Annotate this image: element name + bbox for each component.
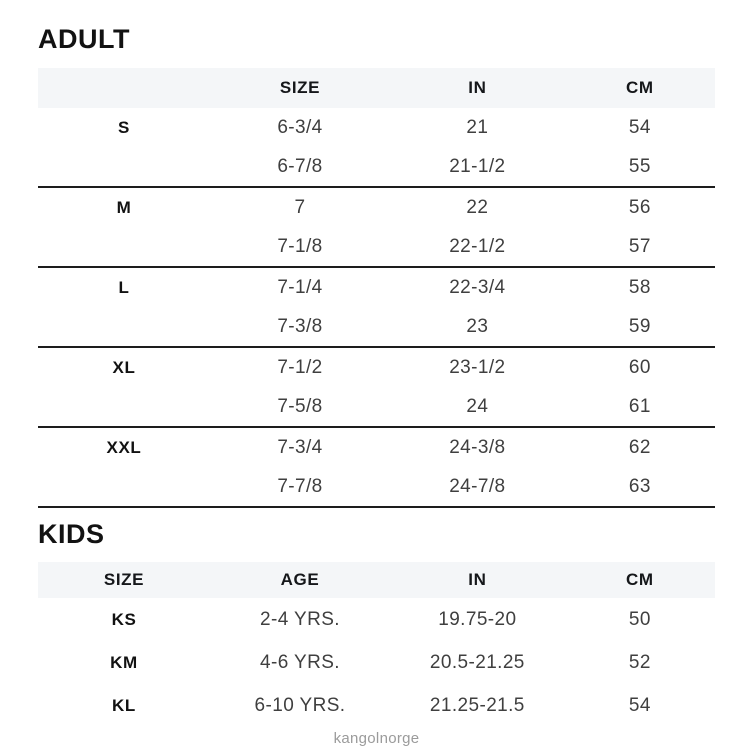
cm-cell: 52 (628, 651, 651, 673)
table-row (38, 188, 715, 227)
kids-header-age: AGE (280, 570, 320, 589)
adult-size-table (38, 68, 715, 508)
size-label: XL (112, 357, 136, 377)
size-cell: 7-1/8 (277, 235, 323, 257)
in-cell: 24 (466, 395, 489, 417)
age-cell: 4-6 YRS. (260, 651, 340, 673)
adult-size-group-m (38, 188, 715, 268)
table-row (38, 108, 715, 147)
size-cell: 7-1/2 (277, 356, 323, 378)
table-row (38, 348, 715, 387)
in-cell: 22-3/4 (449, 276, 506, 298)
cm-cell: 50 (628, 608, 651, 630)
size-label: S (118, 117, 130, 137)
kids-size-table (38, 562, 715, 727)
in-cell: 20.5-21.25 (429, 651, 525, 673)
table-row (38, 227, 715, 266)
size-label: L (118, 277, 130, 297)
kids-header-cm: CM (626, 570, 654, 589)
cm-cell: 62 (628, 436, 651, 458)
cm-cell: 61 (628, 395, 651, 417)
adult-size-group-xl (38, 348, 715, 428)
adult-size-group-xxl (38, 428, 715, 508)
size-cell: 7-5/8 (277, 395, 323, 417)
in-cell: 22 (466, 196, 489, 218)
in-cell: 21.25-21.5 (429, 694, 525, 716)
cm-cell: 63 (628, 475, 651, 497)
size-cell: 7-7/8 (277, 475, 323, 497)
cm-cell: 60 (628, 356, 651, 378)
size-cell: 6-3/4 (277, 116, 323, 138)
table-row (38, 598, 715, 641)
size-label: M (116, 197, 132, 217)
cm-cell: 55 (628, 155, 651, 177)
cm-cell: 56 (628, 196, 651, 218)
kids-section-title: KIDS (38, 519, 105, 549)
adult-table-header-row (38, 68, 715, 108)
cm-cell: 59 (628, 315, 651, 337)
table-row (38, 147, 715, 186)
table-row (38, 684, 715, 727)
size-cell: 7-3/8 (277, 315, 323, 337)
size-label: KM (110, 652, 138, 672)
brand-watermark: kangolnorge (333, 730, 420, 747)
cm-cell: 58 (628, 276, 651, 298)
adult-size-group-l (38, 268, 715, 348)
in-cell: 24-7/8 (449, 475, 506, 497)
table-row (38, 387, 715, 426)
adult-header-in: IN (468, 78, 487, 97)
in-cell: 22-1/2 (449, 235, 506, 257)
table-row (38, 428, 715, 467)
cm-cell: 54 (628, 694, 651, 716)
table-row (38, 641, 715, 684)
in-cell: 21 (466, 116, 489, 138)
cm-cell: 57 (628, 235, 651, 257)
size-label: XXL (106, 437, 142, 457)
size-label: KL (112, 695, 136, 715)
size-cell: 7-1/4 (277, 276, 323, 298)
in-cell: 24-3/8 (449, 436, 506, 458)
cm-cell: 54 (628, 116, 651, 138)
size-cell: 7 (294, 196, 306, 218)
kids-header-size: SIZE (103, 570, 145, 589)
in-cell: 23 (466, 315, 489, 337)
size-label: KS (111, 609, 137, 629)
in-cell: 19.75-20 (438, 608, 517, 630)
table-row (38, 268, 715, 307)
table-row (38, 467, 715, 506)
size-cell: 6-7/8 (277, 155, 323, 177)
adult-header-cm: CM (626, 78, 654, 97)
in-cell: 23-1/2 (449, 356, 506, 378)
adult-size-group-s (38, 108, 715, 188)
adult-section-title: ADULT (38, 24, 130, 54)
kids-table-header-row (38, 562, 715, 598)
kids-header-in: IN (468, 570, 487, 589)
age-cell: 6-10 YRS. (254, 694, 346, 716)
size-cell: 7-3/4 (277, 436, 323, 458)
in-cell: 21-1/2 (449, 155, 506, 177)
table-row (38, 307, 715, 346)
age-cell: 2-4 YRS. (260, 608, 340, 630)
adult-header-size: SIZE (279, 78, 321, 97)
